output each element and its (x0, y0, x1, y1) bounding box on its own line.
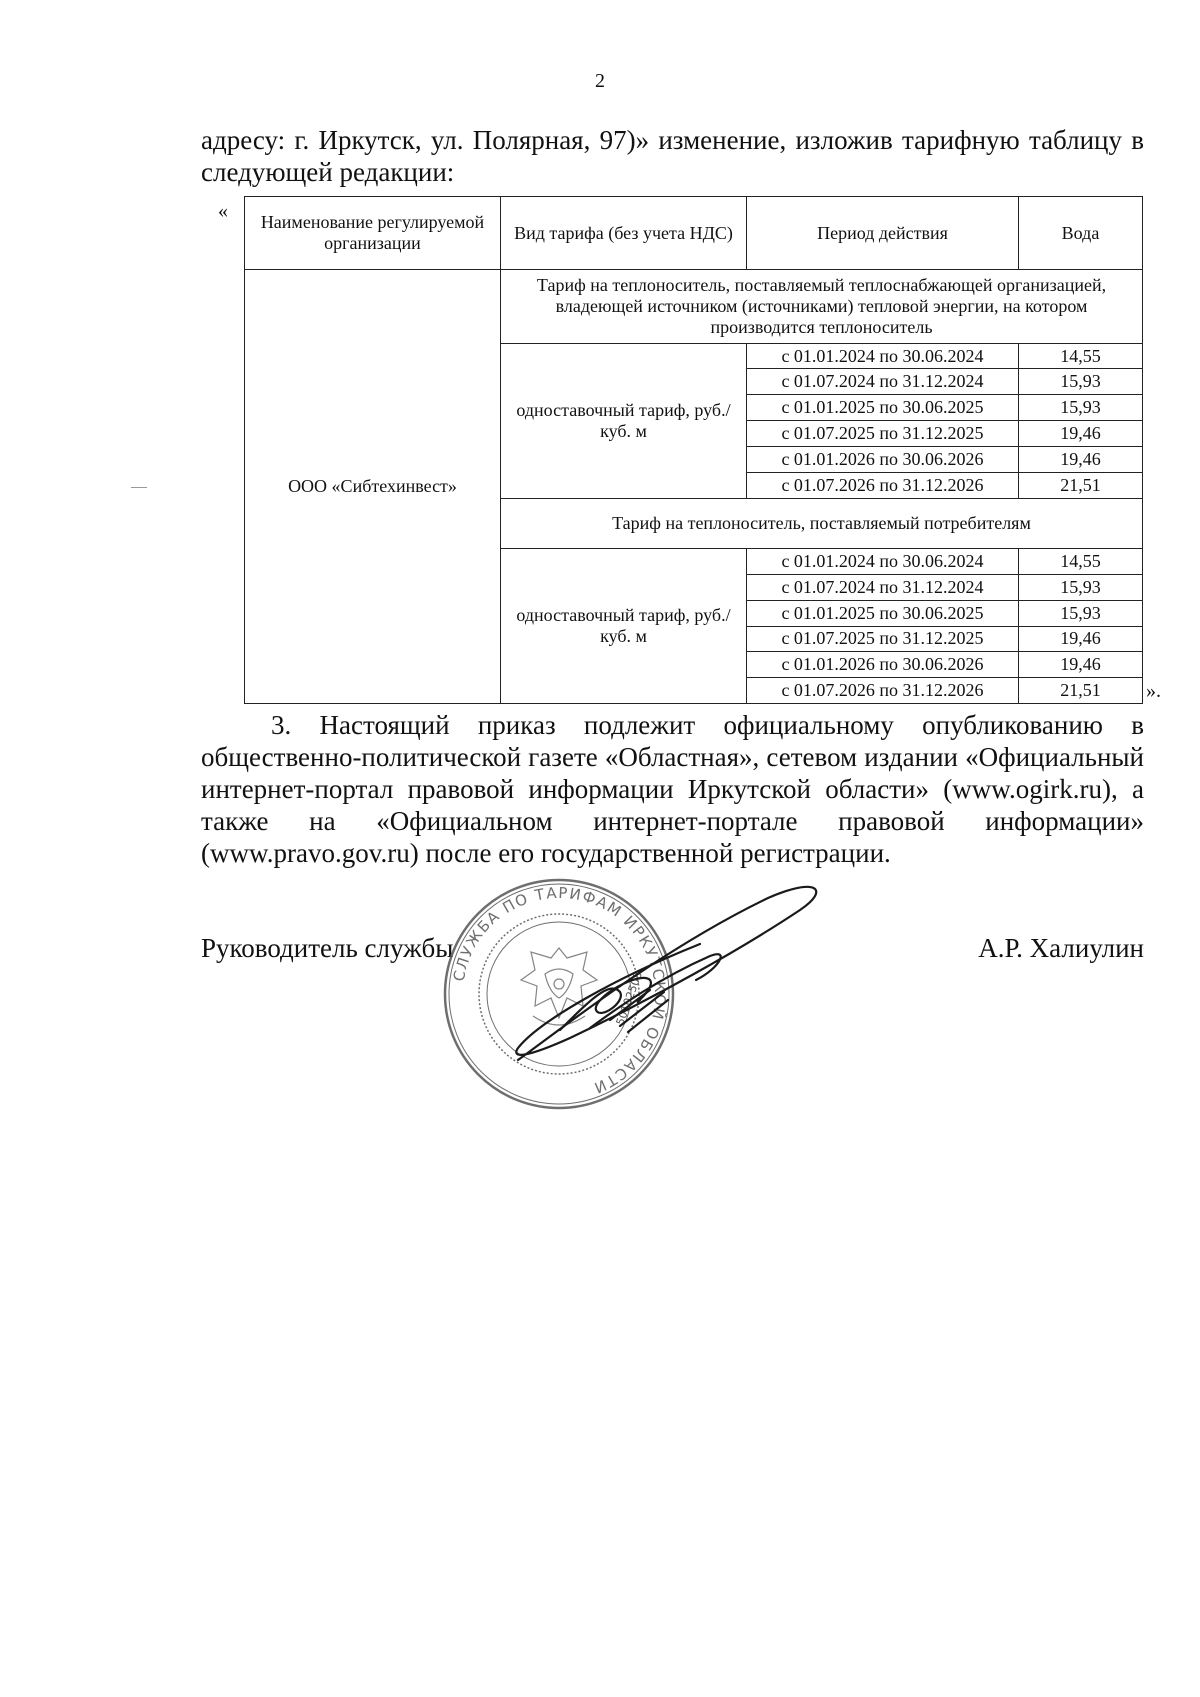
paragraph-3: 3. Настоящий приказ подлежит официальному опубликованию в общественно-политической газете «Областная», сетевом издании «Официальный интернет-портал правовой информации Иркутской области» (www.ogirk.ru), а также на «Официальном интернет-портале правовой информации» (www.pravo.gov.ru) после его государственной регистрации. (201, 710, 1144, 868)
seal-number: 50102508 (613, 969, 645, 1028)
water-value-cell: 19,46 (1019, 652, 1143, 678)
quote-open: « (218, 200, 228, 222)
water-value-cell: 21,51 (1019, 678, 1143, 704)
table-section-caption-row (245, 270, 1143, 343)
page-number: 2 (595, 70, 605, 92)
period-cell: с 01.01.2025 по 30.06.2025 (747, 600, 1019, 626)
water-value-cell: 14,55 (1019, 343, 1143, 369)
period-cell: с 01.01.2026 по 30.06.2026 (747, 446, 1019, 472)
water-value-cell: 15,93 (1019, 395, 1143, 421)
water-value-cell: 21,51 (1019, 472, 1143, 498)
water-value-cell: 19,46 (1019, 626, 1143, 652)
seal-ring-text: СЛУЖБА ПО ТАРИФАМ ИРКУТСКОЙ ОБЛАСТИ (449, 883, 670, 1098)
section-caption: Тариф на теплоноситель, поставляемый потребителям (501, 498, 1143, 549)
organization-cell: ООО «Сибтехинвест» (245, 270, 501, 704)
header-period: Период действия (747, 197, 1019, 270)
quote-close: ». (1146, 680, 1161, 702)
period-cell: с 01.07.2024 по 31.12.2024 (747, 369, 1019, 395)
water-value-cell: 19,46 (1019, 421, 1143, 447)
tariff-type-cell: одноставочный тариф, руб./куб. м (501, 343, 747, 498)
section-caption: Тариф на теплоноситель, поставляемый теплоснабжающей организацией, владеющей источником (источниками) тепловой энергии, на котором производится теплоноситель (501, 270, 1143, 343)
water-value-cell: 15,93 (1019, 600, 1143, 626)
period-cell: с 01.07.2024 по 31.12.2024 (747, 574, 1019, 600)
header-water: Вода (1019, 197, 1143, 270)
header-organization: Наименование регулируемой организации (245, 197, 501, 270)
period-cell: с 01.07.2026 по 31.12.2026 (747, 678, 1019, 704)
table-header-row (245, 197, 1143, 270)
period-cell: с 01.07.2026 по 31.12.2026 (747, 472, 1019, 498)
period-cell: с 01.07.2025 по 31.12.2025 (747, 421, 1019, 447)
water-value-cell: 14,55 (1019, 549, 1143, 575)
period-cell: с 01.01.2025 по 30.06.2025 (747, 395, 1019, 421)
water-value-cell: 19,46 (1019, 446, 1143, 472)
intro-paragraph: адресу: г. Иркутск, ул. Полярная, 97)» изменение, изложив тарифную таблицу в следующей редакции: (201, 125, 1144, 187)
signer-title: Руководитель службы (201, 933, 454, 963)
tariff-table (244, 196, 1143, 704)
signer-name: А.Р. Халиулин (978, 933, 1144, 963)
header-tariff-type: Вид тарифа (без учета НДС) (501, 197, 747, 270)
period-cell: с 01.07.2025 по 31.12.2025 (747, 626, 1019, 652)
period-cell: с 01.01.2026 по 30.06.2026 (747, 652, 1019, 678)
handwritten-signature (500, 880, 830, 1070)
water-value-cell: 15,93 (1019, 574, 1143, 600)
period-cell: с 01.01.2024 по 30.06.2024 (747, 549, 1019, 575)
water-value-cell: 15,93 (1019, 369, 1143, 395)
scan-mark (131, 487, 147, 488)
period-cell: с 01.01.2024 по 30.06.2024 (747, 343, 1019, 369)
tariff-type-cell: одноставочный тариф, руб./куб. м (501, 549, 747, 704)
